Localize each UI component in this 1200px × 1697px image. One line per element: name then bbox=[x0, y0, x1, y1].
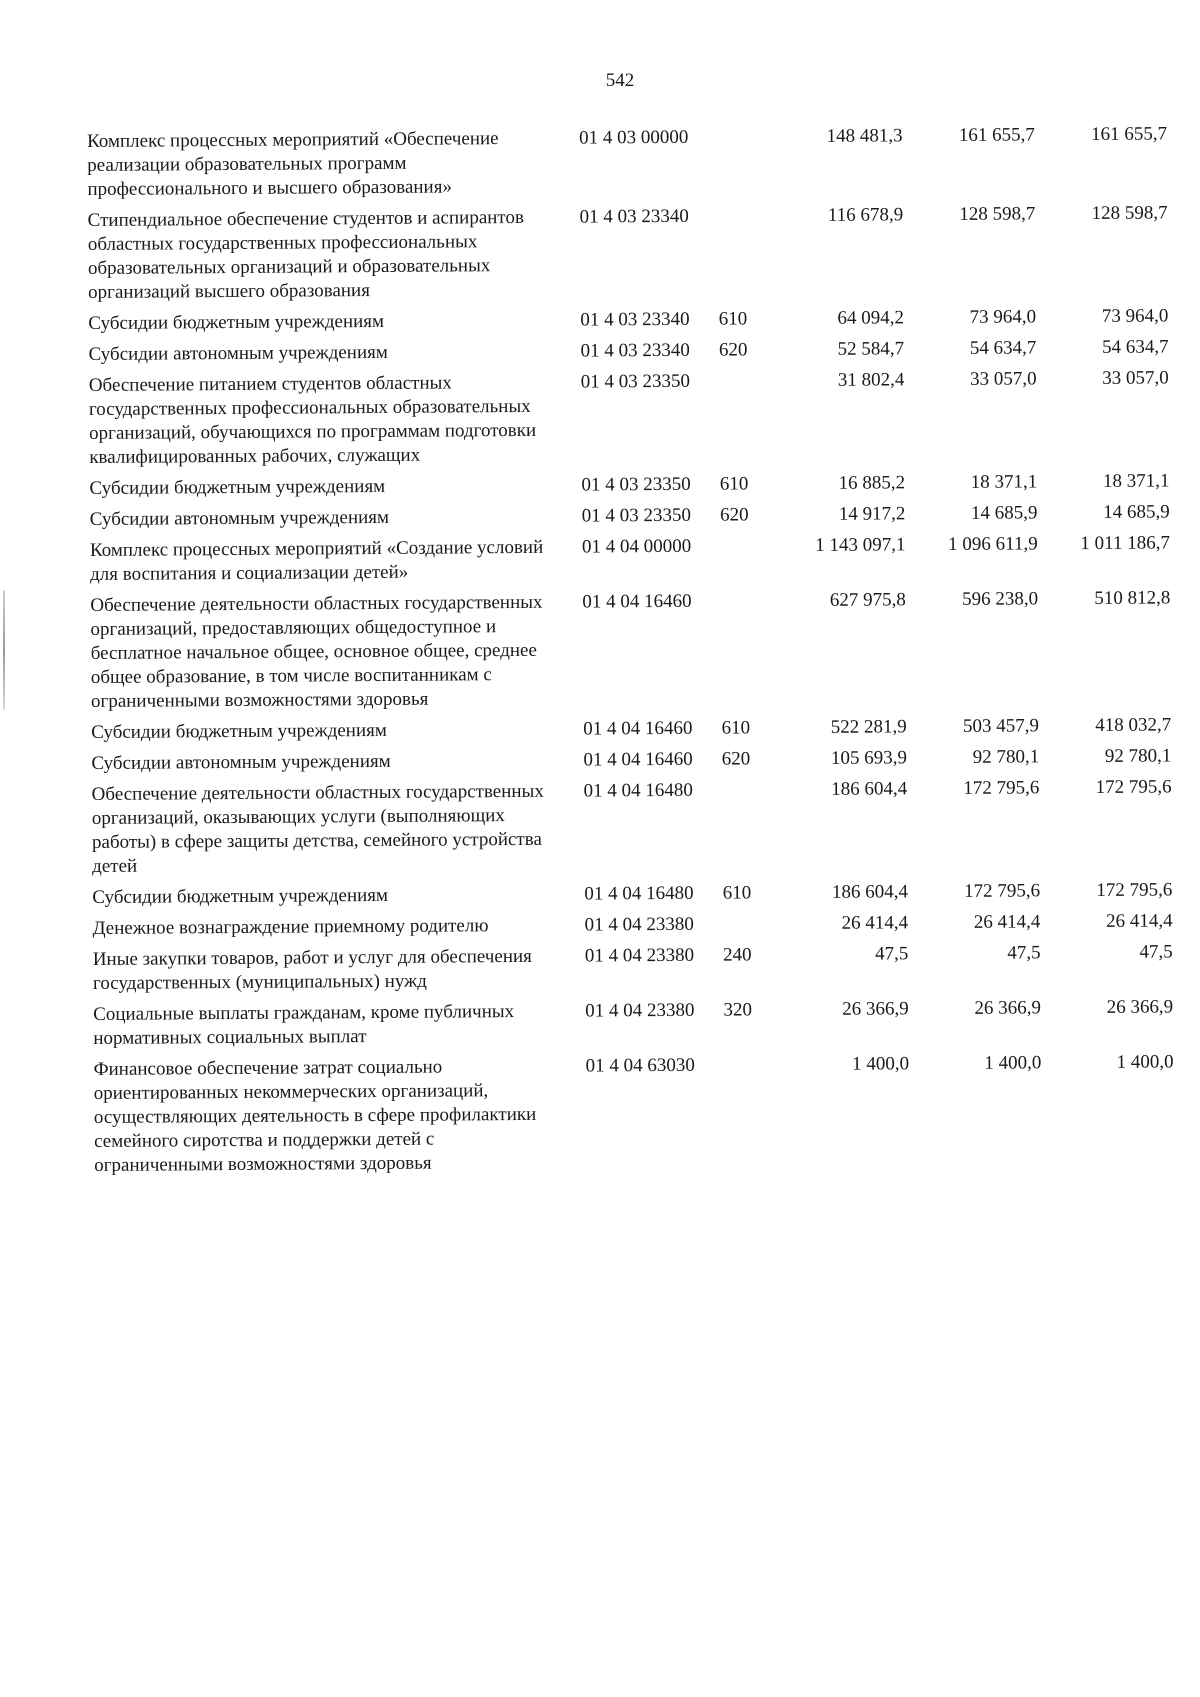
table-row bbox=[93, 940, 1173, 1003]
page-number: 542 bbox=[605, 70, 635, 91]
row-value-1: 522 281,9 bbox=[830, 716, 907, 738]
row-name: Субсидии автономным учреждениям bbox=[89, 506, 390, 530]
row-value-2: 161 655,7 bbox=[958, 124, 1035, 146]
row-value-1: 64 094,2 bbox=[837, 307, 904, 329]
row-value-3: 172 795,6 bbox=[1096, 879, 1173, 901]
table-row bbox=[90, 531, 1170, 594]
row-value-3: 172 795,6 bbox=[1095, 776, 1172, 798]
row-expense-type bbox=[710, 204, 772, 307]
row-code: 01 4 04 16480 bbox=[584, 882, 694, 905]
row-value-3: 14 685,9 bbox=[1103, 501, 1170, 523]
row-name: Субсидии автономным учреждениям bbox=[88, 341, 388, 365]
row-expense-type: 610 bbox=[719, 473, 749, 495]
row-value-1: 105 693,9 bbox=[830, 747, 908, 769]
table-row bbox=[93, 1050, 1174, 1185]
row-expense-type bbox=[709, 125, 771, 204]
row-name: Обеспечение деятельности областных государственных организаций, предоставляющих общедоступное и бесплатное начальное общее, основное общее, среднее общее образование, в том числе воспитанникам с ограниченными возможностями здоровья bbox=[90, 591, 543, 712]
budget-table bbox=[87, 122, 1174, 1185]
row-code: 01 4 04 16460 bbox=[582, 590, 692, 613]
row-value-1: 148 481,3 bbox=[826, 125, 903, 147]
row-value-3: 1 011 186,7 bbox=[1080, 532, 1170, 555]
row-name: Денежное вознаграждение приемному родителю bbox=[92, 915, 489, 939]
table-row bbox=[89, 366, 1170, 477]
row-code: 01 4 04 16460 bbox=[583, 717, 693, 740]
row-value-1: 47,5 bbox=[875, 943, 909, 965]
row-value-3: 510 812,8 bbox=[1094, 587, 1171, 609]
row-code: 01 4 04 16480 bbox=[583, 779, 693, 802]
row-value-2: 172 795,6 bbox=[963, 777, 1040, 799]
row-expense-type: 620 bbox=[721, 748, 751, 770]
row-expense-type bbox=[712, 534, 773, 589]
row-code: 01 4 04 00000 bbox=[581, 535, 692, 558]
row-value-1: 627 975,8 bbox=[829, 589, 906, 611]
row-code: 01 4 03 23340 bbox=[580, 339, 690, 362]
row-expense-type: 610 bbox=[722, 882, 752, 904]
row-value-1: 31 802,4 bbox=[837, 369, 905, 391]
row-expense-type: 620 bbox=[719, 504, 749, 526]
row-value-3: 1 400,0 bbox=[1116, 1051, 1174, 1073]
row-name: Субсидии бюджетным учреждениям bbox=[88, 310, 385, 334]
row-expense-type bbox=[716, 1053, 778, 1180]
row-expense-type: 610 bbox=[718, 308, 748, 330]
table-row bbox=[90, 586, 1171, 721]
row-code: 01 4 03 23340 bbox=[579, 205, 689, 228]
row-expense-type: 620 bbox=[718, 339, 748, 361]
row-code: 01 4 03 23350 bbox=[580, 370, 691, 393]
row-value-2: 92 780,1 bbox=[972, 746, 1040, 768]
row-expense-type bbox=[711, 369, 773, 472]
row-value-1: 186 604,4 bbox=[831, 778, 908, 800]
row-name: Финансовое обеспечение затрат социально ориентированных некоммерческих организаций, осуществляющих деятельность в сфере профилактики семейного сиротства и поддержки детей с ограниченными возможностями здоровья bbox=[93, 1056, 537, 1176]
row-expense-type bbox=[715, 912, 776, 943]
table-row bbox=[93, 995, 1173, 1058]
row-value-2: 54 634,7 bbox=[969, 337, 1037, 359]
row-value-2: 172 795,6 bbox=[964, 880, 1041, 902]
row-name: Комплекс процессных мероприятий «Обеспечение реализации образовательных программ профессионального и высшего образования» bbox=[87, 128, 499, 200]
table-row bbox=[87, 122, 1168, 209]
row-expense-type bbox=[713, 589, 775, 716]
row-value-1: 1 143 097,1 bbox=[815, 534, 906, 556]
row-expense-type bbox=[714, 778, 776, 881]
row-value-1: 26 366,9 bbox=[842, 998, 909, 1020]
row-value-1: 186 604,4 bbox=[831, 881, 908, 903]
row-value-3: 418 032,7 bbox=[1095, 714, 1172, 736]
row-code: 01 4 03 23350 bbox=[581, 473, 691, 496]
row-name: Обеспечение деятельности областных государственных организаций, оказывающих услуги (выполняющих работы) в сфере защиты детства, семейного устройства детей bbox=[91, 780, 544, 877]
row-value-3: 33 057,0 bbox=[1102, 367, 1169, 389]
row-expense-type: 610 bbox=[721, 717, 751, 739]
row-name: Субсидии бюджетным учреждениям bbox=[89, 475, 386, 499]
row-name: Субсидии автономным учреждениям bbox=[91, 750, 391, 774]
row-value-2: 26 414,4 bbox=[973, 911, 1041, 933]
row-value-2: 33 057,0 bbox=[969, 368, 1037, 390]
row-value-2: 503 457,9 bbox=[962, 715, 1040, 737]
row-value-2: 26 366,9 bbox=[974, 997, 1042, 1019]
row-value-2: 73 964,0 bbox=[969, 306, 1037, 328]
row-value-1: 16 885,2 bbox=[838, 472, 906, 494]
row-value-1: 14 917,2 bbox=[838, 503, 906, 525]
row-value-2: 596 238,0 bbox=[962, 588, 1039, 610]
row-value-3: 54 634,7 bbox=[1101, 336, 1169, 358]
row-name: Комплекс процессных мероприятий «Создание условий для воспитания и социализации детей» bbox=[89, 536, 544, 585]
row-value-3: 47,5 bbox=[1139, 941, 1173, 963]
row-value-1: 116 678,9 bbox=[827, 204, 904, 226]
row-expense-type: 240 bbox=[723, 944, 752, 966]
row-code: 01 4 03 23340 bbox=[580, 308, 690, 331]
row-name: Социальные выплаты гражданам, кроме публичных нормативных социальных выплат bbox=[93, 1001, 515, 1049]
row-value-2: 14 685,9 bbox=[970, 502, 1038, 524]
row-value-2: 1 400,0 bbox=[984, 1052, 1042, 1074]
row-name: Субсидии бюджетным учреждениям bbox=[91, 719, 387, 743]
row-code: 01 4 03 23350 bbox=[581, 504, 692, 527]
row-value-1: 52 584,7 bbox=[837, 338, 905, 360]
table-row bbox=[88, 201, 1169, 312]
row-value-3: 26 366,9 bbox=[1106, 996, 1174, 1018]
row-value-3: 73 964,0 bbox=[1101, 305, 1169, 327]
row-value-2: 1 096 611,9 bbox=[948, 533, 1038, 555]
row-code: 01 4 04 63030 bbox=[585, 1054, 695, 1077]
row-code: 01 4 04 23380 bbox=[584, 944, 695, 967]
row-name: Обеспечение питанием студентов областных государственных профессиональных образовательных организаций, обучающихся по программам подготовки квалифицированных рабочих, служащих bbox=[88, 372, 537, 468]
row-value-1: 26 414,4 bbox=[841, 912, 909, 934]
row-code: 01 4 04 16460 bbox=[583, 748, 693, 771]
table-row bbox=[92, 775, 1173, 886]
row-value-3: 18 371,1 bbox=[1102, 470, 1170, 492]
row-value-3: 92 780,1 bbox=[1104, 745, 1172, 767]
row-name: Иные закупки товаров, работ и услуг для обеспечения государственных (муниципальных) нужд bbox=[92, 945, 532, 994]
row-value-2: 18 371,1 bbox=[970, 471, 1038, 493]
row-value-3: 26 414,4 bbox=[1105, 910, 1173, 932]
row-name: Субсидии бюджетным учреждениям bbox=[92, 884, 389, 908]
row-value-2: 128 598,7 bbox=[959, 203, 1036, 225]
row-expense-type: 320 bbox=[723, 999, 753, 1021]
row-value-3: 128 598,7 bbox=[1091, 202, 1168, 224]
scan-edge-mark bbox=[3, 590, 5, 710]
row-code: 01 4 04 23380 bbox=[585, 999, 695, 1022]
row-value-2: 47,5 bbox=[1007, 942, 1041, 964]
row-code: 01 4 03 00000 bbox=[578, 126, 689, 149]
row-name: Стипендиальное обеспечение студентов и аспирантов областных государственных профессиональных образовательных организаций и образовательных организаций высшего образования bbox=[87, 206, 524, 303]
table-body bbox=[87, 122, 1174, 1185]
row-code: 01 4 04 23380 bbox=[584, 913, 694, 936]
row-value-1: 1 400,0 bbox=[852, 1053, 910, 1075]
row-value-3: 161 655,7 bbox=[1090, 123, 1168, 145]
